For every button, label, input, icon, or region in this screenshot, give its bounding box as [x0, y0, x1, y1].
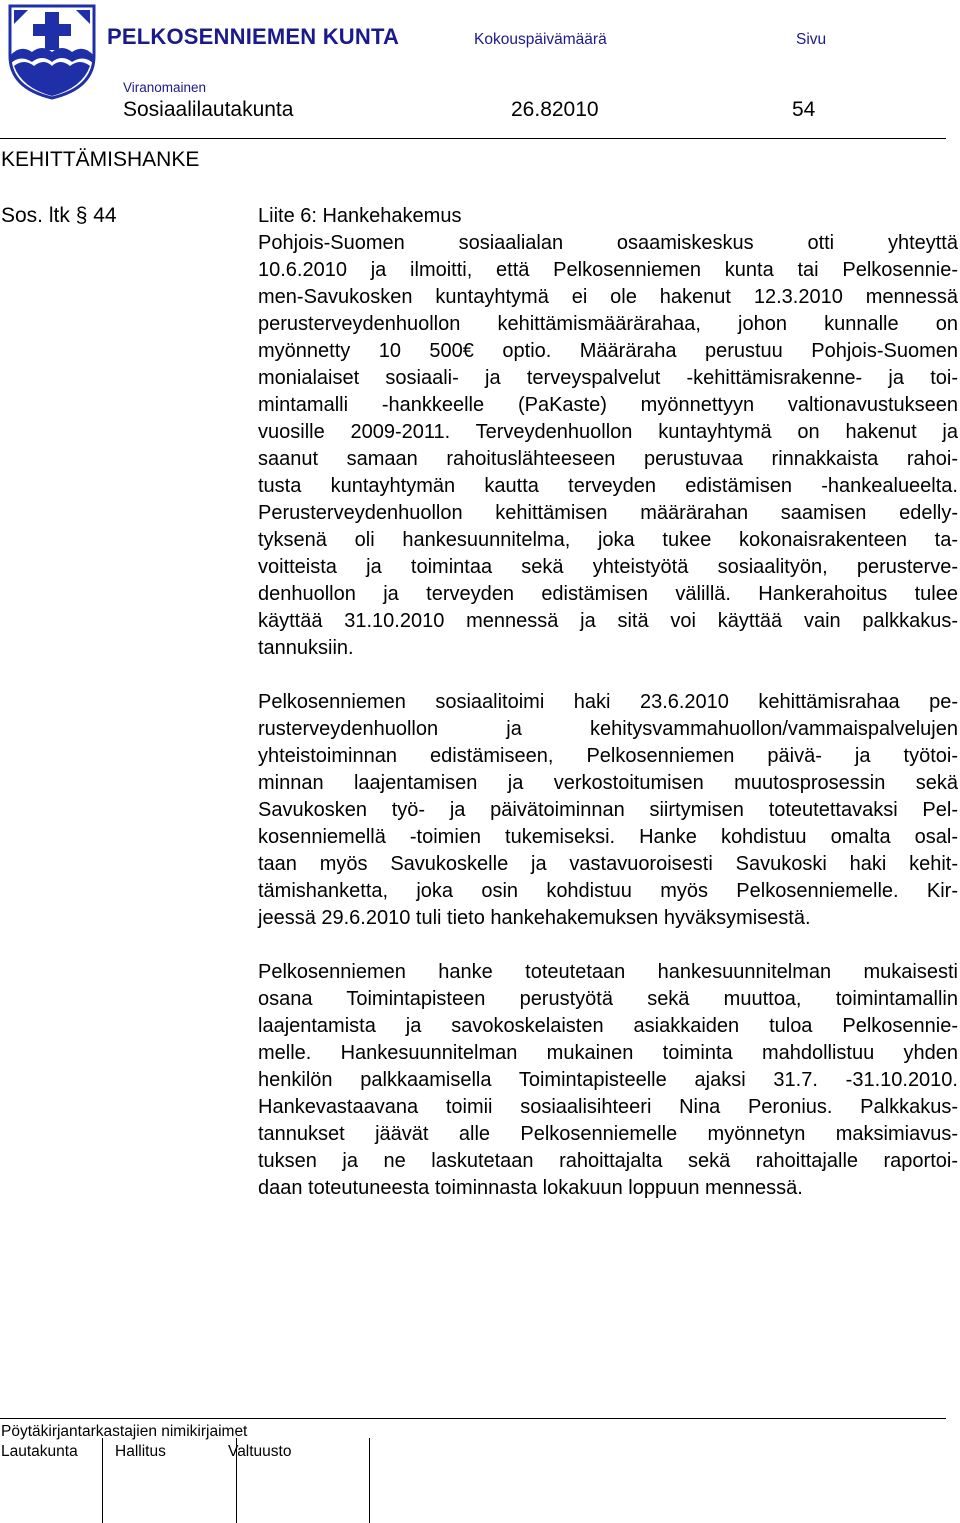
body-line: rusterveydenhuollon ja kehitysvammahuollon/vammaispalvelujen	[258, 718, 958, 740]
body-line: monialaiset sosiaali- ja terveyspalvelut -kehittämisrakenne- ja toi-	[258, 367, 958, 389]
authority-name: Sosiaalilautakunta	[123, 98, 294, 121]
body-line: tannukset jäävät alle Pelkosenniemelle myönnetyn maksimiavus-	[258, 1123, 958, 1145]
meeting-date: 26.82010	[511, 98, 599, 121]
paragraph-gap	[258, 662, 958, 689]
body-line: vuosille 2009-2011. Terveydenhuollon kuntayhtymä on hakenut ja	[258, 421, 958, 443]
body-line: tuksen ja ne laskutetaan rahoittajalta sekä rahoittajalle raportoi-	[258, 1150, 958, 1172]
body-line: perusterveydenhuollon kehittämismäärärahaa, johon kunnalle on	[258, 313, 958, 335]
page-label: Sivu	[796, 31, 827, 48]
signer-hallitus: Hallitus	[115, 1443, 166, 1460]
signer-lautakunta: Lautakunta	[1, 1443, 78, 1460]
body-line: Hankevastaavana toimii sosiaalisihteeri Nina Peronius. Palkkakus-	[258, 1096, 958, 1118]
section-reference: Sos. ltk § 44	[1, 204, 117, 227]
signature-divider	[236, 1438, 237, 1523]
body-line: daan toteutuneesta toiminnasta lokakuun loppuun mennessä.	[258, 1177, 803, 1199]
body-line: saanut samaan rahoituslähteeseen perustuvaa rinnakkaista rahoi-	[258, 448, 958, 470]
body-line: tusta kuntayhtymän kautta terveyden edistämisen -hankealueelta.	[258, 475, 958, 497]
body-line: jeessä 29.6.2010 tuli tieto hankehakemuksen hyväksymisestä.	[258, 907, 811, 929]
municipality-name: PELKOSENNIEMEN KUNTA	[107, 24, 400, 49]
body-line: henkilön palkkaamisella Toimintapisteelle ajaksi 31.7. -31.10.2010.	[258, 1069, 958, 1091]
body-line: Liite 6: Hankehakemus	[258, 205, 462, 227]
body-line: melle. Hankesuunnitelman mukainen toiminta mahdollistuu yhden	[258, 1042, 958, 1064]
meeting-date-label: Kokouspäivämäärä	[474, 31, 607, 48]
body-line: osana Toimintapisteen perustyötä sekä muuttoa, toimintamallin	[258, 988, 958, 1010]
signer-valtuusto: Valtuusto	[228, 1443, 292, 1460]
body-line: Perusterveydenhuollon kehittämisen määrärahan saamisen edelly-	[258, 502, 958, 524]
signature-divider	[369, 1438, 370, 1523]
body-line: voitteista ja toimintaa sekä yhteistyötä sosiaalityön, perusterve-	[258, 556, 958, 578]
body-line: tämishanketta, joka osin kohdistuu myös Pelkosenniemelle. Kir-	[258, 880, 958, 902]
body-line: Pelkosenniemen hanke toteutetaan hankesuunnitelman mukaisesti	[258, 961, 958, 983]
body-line: Pohjois-Suomen sosiaalialan osaamiskeskus otti yhteyttä	[258, 232, 958, 254]
body-line: Pelkosenniemen sosiaalitoimi haki 23.6.2010 kehittämisrahaa pe-	[258, 691, 958, 713]
document-body	[258, 203, 958, 1202]
body-line: Savukosken työ- ja päivätoiminnan siirtymisen toteutettavaksi Pel-	[258, 799, 958, 821]
body-line: men-Savukosken kuntayhtymä ei ole hakenut 12.3.2010 mennessä	[258, 286, 958, 308]
body-line: mintamalli -hankkeelle (PaKaste) myönnettyyn valtionavustukseen	[258, 394, 958, 416]
body-line: laajentamista ja savokoskelaisten asiakkaiden tuloa Pelkosennie-	[258, 1015, 958, 1037]
body-line: käyttää 31.10.2010 mennessä ja sitä voi käyttää vain palkkakus-	[258, 610, 958, 632]
body-line: myönnetty 10 500€ optio. Määräraha perustuu Pohjois-Suomen	[258, 340, 958, 362]
paragraph-gap	[258, 932, 958, 959]
body-line: minnan laajentamisen ja verkostoitumisen muutosprosessin sekä	[258, 772, 958, 794]
body-line: tannuksiin.	[258, 637, 354, 659]
footer-divider	[0, 1418, 946, 1419]
signatures-label: Pöytäkirjantarkastajien nimikirjaimet	[1, 1423, 248, 1440]
municipal-crest-icon	[8, 4, 96, 100]
body-line: tyksenä oli hankesuunnitelma, joka tukee kokonaisrakenteen ta-	[258, 529, 958, 551]
signature-divider	[102, 1438, 103, 1523]
authority-label: Viranomainen	[123, 80, 207, 95]
document-title: KEHITTÄMISHANKE	[1, 148, 200, 171]
body-line: yhteistoiminnan edistämiseen, Pelkosenniemen päivä- ja työtoi-	[258, 745, 958, 767]
body-line: 10.6.2010 ja ilmoitti, että Pelkosenniemen kunta tai Pelkosennie-	[258, 259, 958, 281]
body-line: denhuollon ja terveyden edistämisen välillä. Hankerahoitus tulee	[258, 583, 958, 605]
page-number: 54	[792, 98, 816, 121]
header-divider	[0, 138, 946, 139]
body-line: taan myös Savukoskelle ja vastavuoroisesti Savukoski haki kehit-	[258, 853, 958, 875]
body-line: kosenniemellä -toimien tukemiseksi. Hanke kohdistuu omalta osal-	[258, 826, 958, 848]
